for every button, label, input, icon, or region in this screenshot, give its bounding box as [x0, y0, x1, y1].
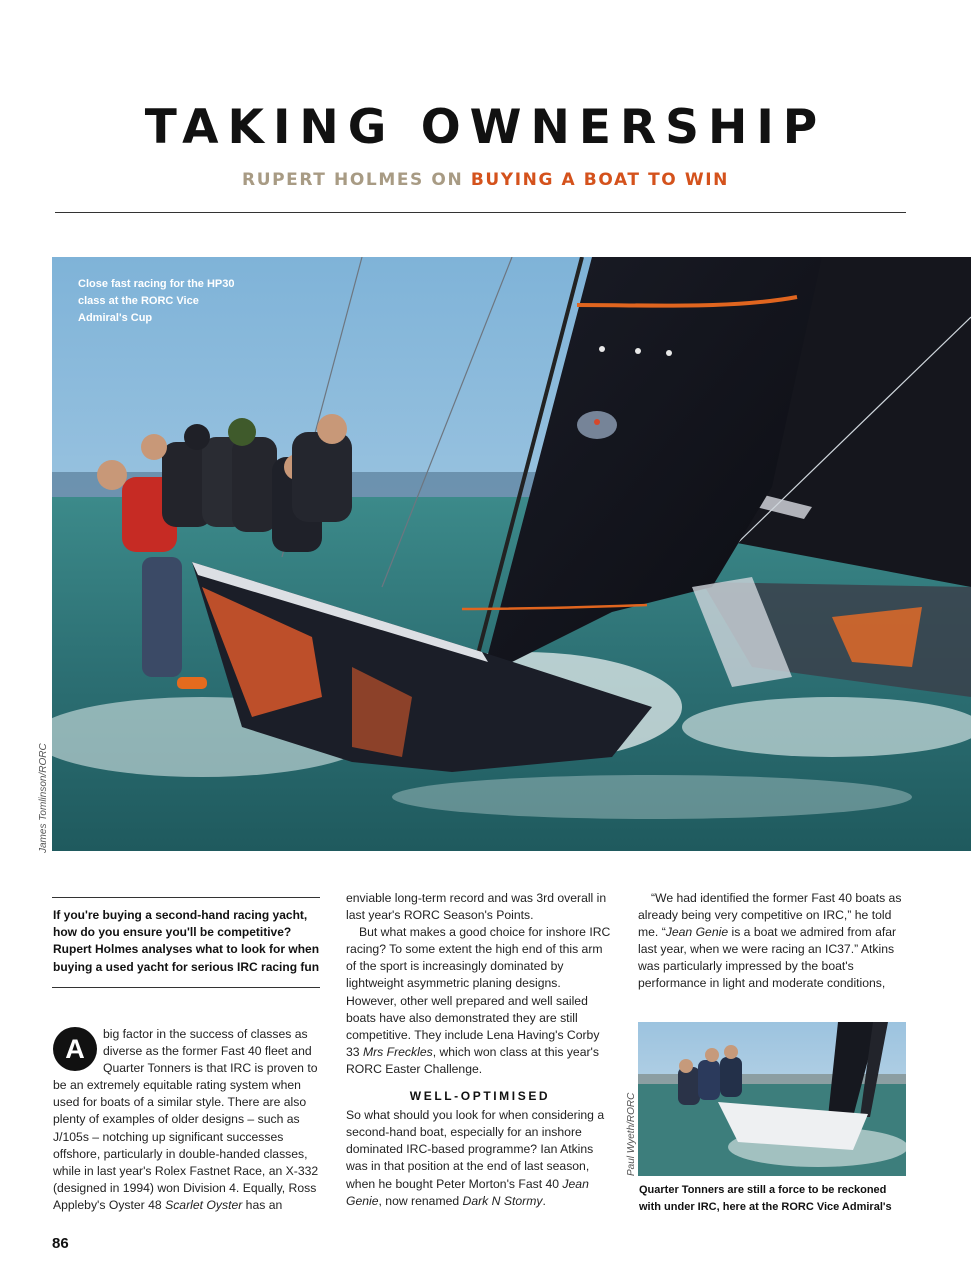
- hero-photo: [52, 257, 971, 851]
- subtitle-topic: BUYING A BOAT TO WIN: [470, 170, 729, 190]
- secondary-photo: [638, 1022, 906, 1176]
- article-subtitle: [0, 172, 971, 189]
- subtitle-byline: RUPERT HOLMES ON: [242, 170, 464, 190]
- body-paragraph: So what should you look for when considering a second-hand boat, especially for an inshore dominated IRC-based programme? Ian Atkins was in that position at the end of last season, when he bought Peter Morton's Fast 40 Jean Genie, now renamed Dark N Stormy.: [346, 1108, 605, 1208]
- hero-photo-credit: James Tomlinson/RORC: [38, 743, 49, 853]
- hero-caption: Close fast racing for the HP30 class at the RORC Vice Admiral's Cup: [78, 278, 235, 324]
- drop-cap: A: [53, 1027, 97, 1071]
- body-column-1: [53, 1026, 321, 1214]
- header-rule: [55, 212, 906, 213]
- article-title: TAKING OWNERSHIP: [144, 100, 827, 155]
- body-paragraph: But what makes a good choice for inshore IRC racing? To some extent the high end of this arm of the sport is increasingly dominated by lightweight asymmetric planing designs. However, other well prepared and well sailed boats have also demonstrated they are still competitive. They include Lena Having's Corby 33 Mrs Freckles, which won class at this year's RORC Easter Challenge.: [346, 925, 611, 1076]
- standfirst-box: [52, 897, 320, 988]
- body-paragraph: big factor in the success of classes as diverse as the former Fast 40 fleet and Quarter Tonners is that IRC is proven to be an extremely equitable rating system when used for boats of a similar style. There are also plenty of examples of older designs – such as J/105s – notching up significant successes offshore, particularly in double-handed classes, while in last year's Rolex Fastnet Race, an X-332 (designed in 1994) won Division 4. Equally, Ross Appleby's Oyster 48 Scarlet Oyster has an: [53, 1027, 319, 1212]
- section-subhead: WELL-OPTIMISED: [409, 1089, 551, 1104]
- body-paragraph: enviable long-term record and was 3rd overall in last year's RORC Season's Points.: [346, 891, 607, 923]
- secondary-photo-caption: Quarter Tonners are still a force to be reckoned with under IRC, here at the RORC Vice Admiral's: [639, 1184, 892, 1214]
- secondary-photo-credit: Paul Wyeth/RORC: [626, 1092, 637, 1176]
- body-column-3: [638, 890, 906, 993]
- page-number: 86: [52, 1235, 69, 1252]
- standfirst: If you're buying a second-hand racing yacht, how do you ensure you'll be competitive? Rupert Holmes analyses what to look for when buying a used yacht for serious IRC racing fun: [53, 908, 320, 974]
- body-paragraph: “We had identified the former Fast 40 boats as already being very competitive on IRC,” he told me. “Jean Genie is a boat we admired from afar last year, when we were racing an IC37.” Atkins was particularly impressed by the boat's performance in light and moderate conditions,: [638, 891, 902, 991]
- body-column-2: [346, 890, 614, 1210]
